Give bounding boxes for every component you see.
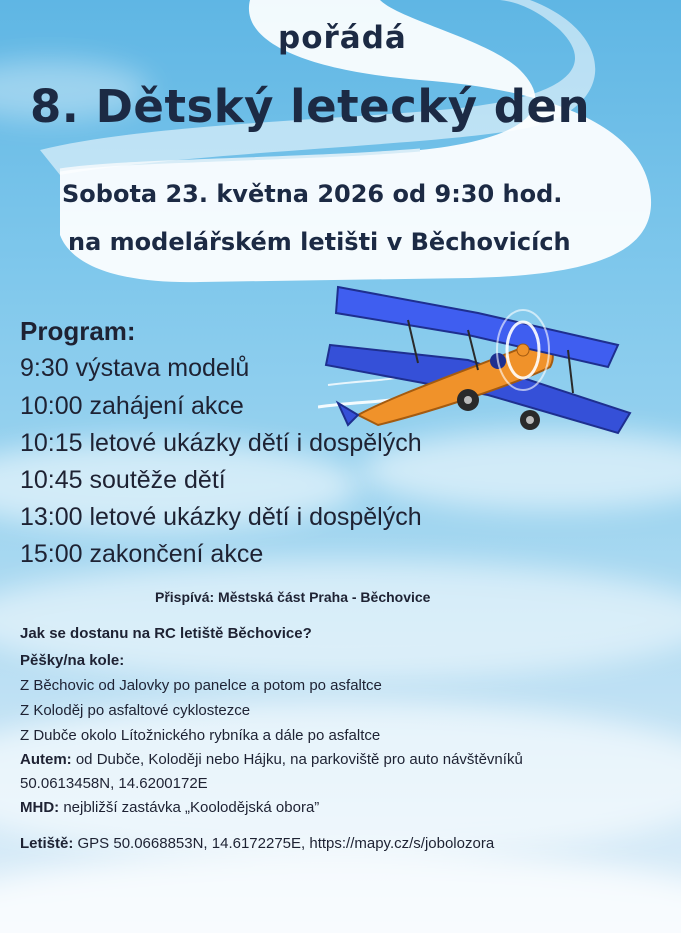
- walk-route: Z Koloděj po asfaltové cyklostezce: [20, 702, 251, 719]
- walk-route: Z Běchovic od Jalovky po panelce a potom po asfaltce: [20, 677, 382, 694]
- car-text: od Dubče, Koloději nebo Hájku, na parkoviště pro auto návštěvníků: [71, 751, 523, 768]
- program-item: 10:45 soutěže dětí: [20, 466, 226, 494]
- biplane-illustration: [318, 275, 648, 445]
- mhd-text: nejbližší zastávka „Koolodějská obora”: [59, 799, 320, 816]
- airport-label: Letiště:: [20, 835, 74, 852]
- car-coordinates: 50.0613458N, 14.6200172E: [20, 775, 208, 792]
- airport-location: [20, 835, 494, 852]
- organizer-label: pořádá: [278, 20, 407, 56]
- cloud: [0, 850, 681, 933]
- program-item: 10:00 zahájení akce: [20, 392, 244, 420]
- walk-heading: Pěšky/na kole:: [20, 652, 125, 669]
- car-label: Autem:: [20, 751, 72, 768]
- program-item: 10:15 letové ukázky dětí i dospělých: [20, 429, 422, 457]
- event-place: na modelářském letišti v Běchovicích: [68, 228, 571, 256]
- airport-text: GPS 50.0668853N, 14.6172275E, https://mapy.cz/s/jobolozora: [73, 835, 495, 852]
- mhd-label: MHD:: [20, 799, 60, 816]
- directions-question: Jak se dostanu na RC letiště Běchovice?: [20, 625, 312, 642]
- walk-route: Z Dubče okolo Lítožnického rybníka a dále po asfaltce: [20, 727, 381, 744]
- sponsor-note: Přispívá: Městská část Praha - Běchovice: [155, 589, 431, 605]
- event-date: Sobota 23. května 2026 od 9:30 hod.: [62, 180, 563, 208]
- event-title: 8. Dětský letecký den: [30, 80, 591, 133]
- program-item: 15:00 zakončení akce: [20, 540, 264, 568]
- program-item: 13:00 letové ukázky dětí i dospělých: [20, 503, 422, 531]
- car-directions: [20, 751, 523, 768]
- program-heading: Program:: [20, 316, 136, 346]
- mhd-directions: [20, 799, 319, 816]
- program-item: 9:30 výstava modelů: [20, 354, 250, 382]
